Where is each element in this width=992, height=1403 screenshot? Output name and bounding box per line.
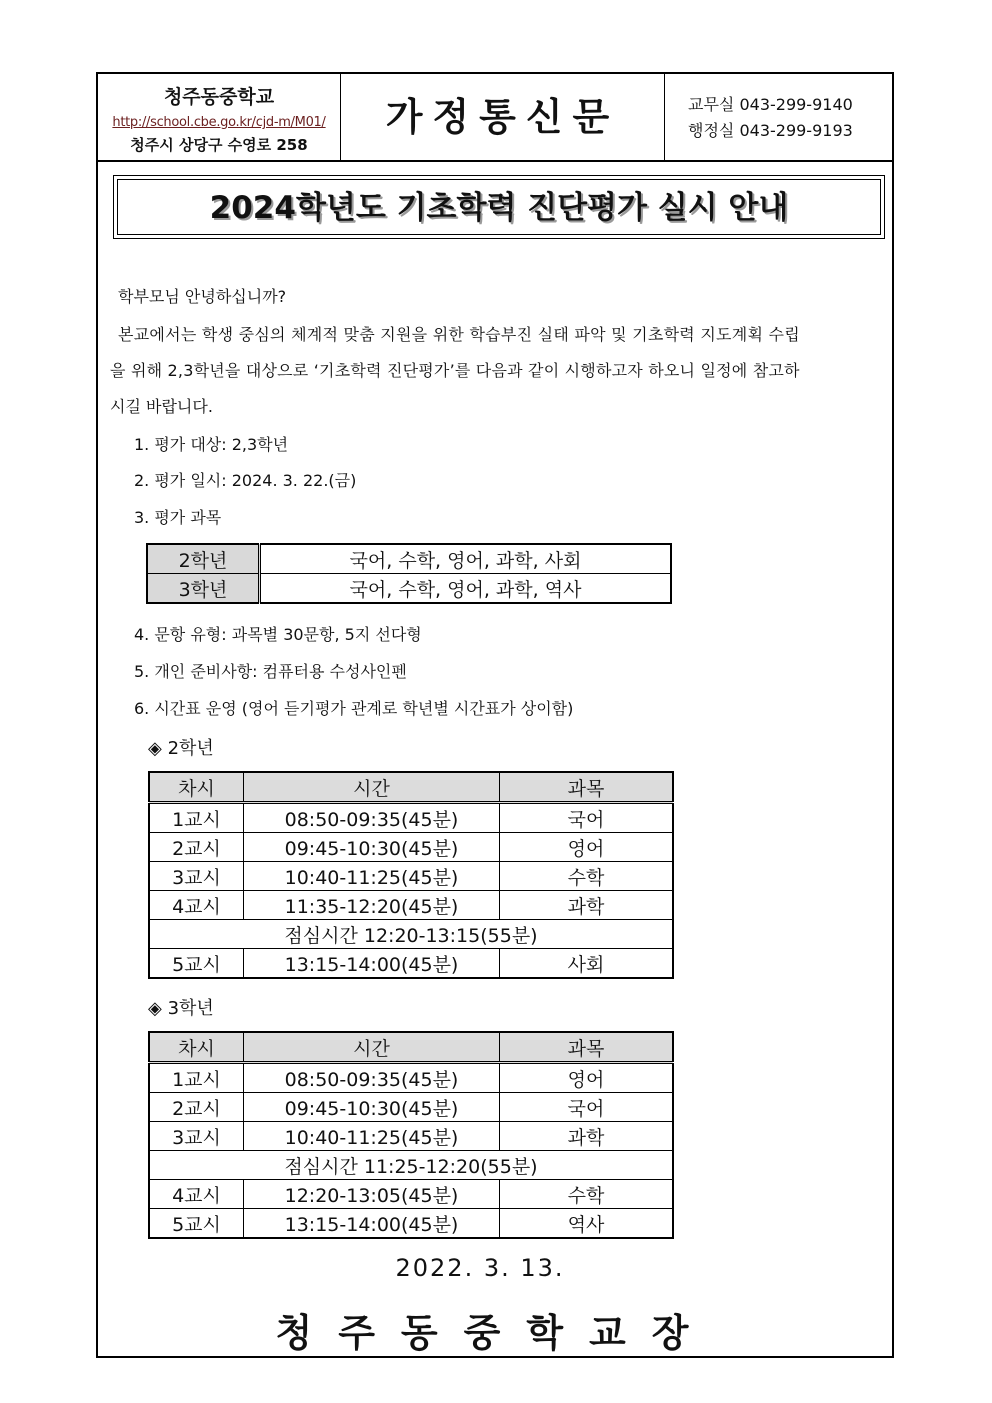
list-item: 5. 개인 준비사항: 컴퓨터용 수성사인펜	[134, 662, 407, 681]
lunch-row	[149, 920, 673, 949]
column-header: 과목	[500, 772, 674, 803]
paragraph-line-2: 을 위해 2,3학년을 대상으로 ‘기초학력 진단평가’를 다음과 같이 시행하고자 하오니 일정에 참고하	[110, 361, 800, 380]
table-row	[149, 1209, 673, 1239]
subject-cell: 영어	[500, 833, 674, 862]
subject-cell: 수학	[500, 862, 674, 891]
column-header: 시간	[244, 772, 500, 803]
period-cell: 2교시	[149, 833, 244, 862]
table-header-row	[149, 1032, 673, 1063]
time-cell: 09:45-10:30(45분)	[244, 1093, 500, 1122]
time-cell: 09:45-10:30(45분)	[244, 833, 500, 862]
time-cell: 13:15-14:00(45분)	[244, 949, 500, 979]
subject-cell: 역사	[500, 1209, 674, 1239]
list-item: 1. 평가 대상: 2,3학년	[134, 435, 289, 454]
period-cell: 1교시	[149, 1063, 244, 1093]
time-cell: 11:35-12:20(45분)	[244, 891, 500, 920]
subject-cell: 과학	[500, 891, 674, 920]
list-item: 3. 평가 과목	[134, 508, 222, 527]
table-row	[147, 544, 671, 574]
principal-signature: 청주동중학교장	[275, 1311, 715, 1355]
greeting: 학부모님 안녕하십니까?	[118, 287, 287, 306]
column-header: 과목	[500, 1032, 674, 1063]
lunch-cell: 점심시간 11:25-12:20(55분)	[149, 1151, 673, 1180]
subject-cell: 과학	[500, 1122, 674, 1151]
header	[98, 74, 892, 162]
table-row	[149, 1093, 673, 1122]
table-row	[149, 949, 673, 979]
table-row	[149, 833, 673, 862]
table-header-row	[149, 772, 673, 803]
newsletter-frame	[96, 72, 894, 1358]
period-cell: 1교시	[149, 803, 244, 833]
school-name: 청주동중학교	[163, 86, 275, 108]
table-row	[149, 1122, 673, 1151]
subject-cell: 사회	[500, 949, 674, 979]
grade2-heading: ◈ 2학년	[148, 738, 214, 759]
period-cell: 5교시	[149, 1209, 244, 1239]
issue-date: 2022. 3. 13.	[395, 1254, 565, 1282]
time-cell: 13:15-14:00(45분)	[244, 1209, 500, 1239]
subjects-cell: 국어, 수학, 영어, 과학, 역사	[260, 574, 672, 604]
grade2-schedule-table	[148, 771, 674, 979]
list-item: 6. 시간표 운영 (영어 듣기평가 관계로 학년별 시간표가 상이함)	[134, 699, 574, 718]
table-row	[149, 891, 673, 920]
paragraph-line-3: 시길 바랍니다.	[110, 397, 213, 416]
subject-cell: 영어	[500, 1063, 674, 1093]
period-cell: 4교시	[149, 1180, 244, 1209]
grade3-schedule-table	[148, 1031, 674, 1239]
school-url-link[interactable]: http://school.cbe.go.kr/cjd-m/M01/	[112, 115, 326, 130]
lunch-cell: 점심시간 12:20-13:15(55분)	[149, 920, 673, 949]
period-cell: 3교시	[149, 1122, 244, 1151]
period-cell: 4교시	[149, 891, 244, 920]
time-cell: 10:40-11:25(45분)	[244, 1122, 500, 1151]
table-row	[149, 862, 673, 891]
lunch-row	[149, 1151, 673, 1180]
column-header: 차시	[149, 772, 244, 803]
period-cell: 3교시	[149, 862, 244, 891]
table-row	[149, 803, 673, 833]
document-title-box	[113, 175, 885, 239]
list-item: 4. 문항 유형: 과목별 30문항, 5지 선다형	[134, 625, 422, 644]
time-cell: 08:50-09:35(45분)	[244, 1063, 500, 1093]
subject-cell: 국어	[500, 803, 674, 833]
column-header: 시간	[244, 1032, 500, 1063]
list-item: 2. 평가 일시: 2024. 3. 22.(금)	[134, 471, 357, 490]
time-cell: 12:20-13:05(45분)	[244, 1180, 500, 1209]
newsletter-title: 가정통신문	[341, 74, 665, 160]
period-cell: 5교시	[149, 949, 244, 979]
phone-office: 교무실 043-299-9140	[688, 95, 853, 114]
subjects-cell: 국어, 수학, 영어, 과학, 사회	[260, 544, 672, 574]
period-cell: 2교시	[149, 1093, 244, 1122]
grade-cell: 3학년	[147, 574, 260, 604]
time-cell: 08:50-09:35(45분)	[244, 803, 500, 833]
time-cell: 10:40-11:25(45분)	[244, 862, 500, 891]
subject-cell: 국어	[500, 1093, 674, 1122]
table-row	[149, 1063, 673, 1093]
document-title: 2024학년도 기초학력 진단평가 실시 안내	[117, 179, 881, 235]
contact-info	[688, 92, 853, 144]
phone-admin: 행정실 043-299-9193	[688, 121, 853, 140]
subjects-table	[146, 543, 672, 604]
school-info	[98, 74, 341, 160]
subject-cell: 수학	[500, 1180, 674, 1209]
table-row	[149, 1180, 673, 1209]
table-row	[147, 574, 671, 604]
school-address: 청주시 상당구 수영로 258	[130, 136, 308, 154]
paragraph-line-1: 본교에서는 학생 중심의 체계적 맞춤 지원을 위한 학습부진 실태 파악 및 기초학력 지도계획 수립	[118, 325, 800, 344]
column-header: 차시	[149, 1032, 244, 1063]
grade-cell: 2학년	[147, 544, 260, 574]
grade3-heading: ◈ 3학년	[148, 998, 214, 1019]
